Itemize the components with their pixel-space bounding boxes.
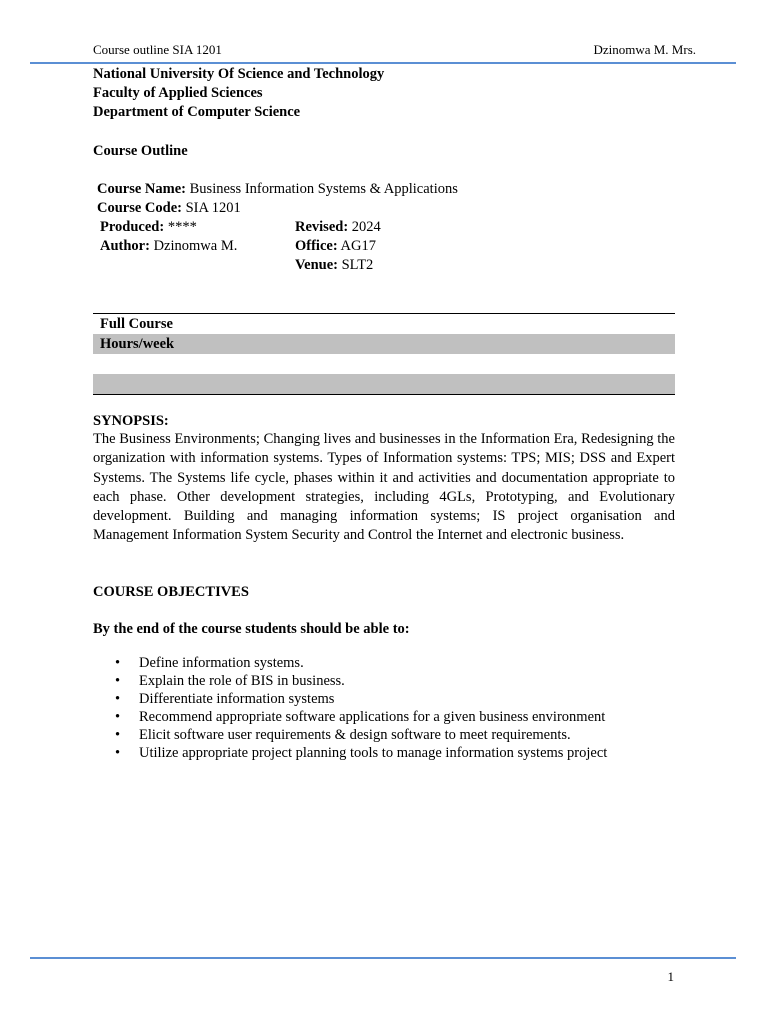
course-name-row xyxy=(97,180,458,199)
faculty-name: Faculty of Applied Sciences xyxy=(93,85,263,101)
table-row-hours-week: Hours/week xyxy=(93,334,675,354)
course-name-value: Business Information Systems & Applications xyxy=(189,181,458,197)
synopsis-text: The Business Environments; Changing lives and businesses in the Information Era, Redesigning the organization with information systems. Types of Information systems: TPS; MIS; DSS and Expert Systems. The Systems life cycle, phases within it and activities and documentation appropriate to each phase. Other development strategies, including 4GLs, Prototyping, and Evolutionary development. Building and managing information systems; IS project organisation and Management Information System Security and Control the Internet and electronic business. xyxy=(93,431,675,544)
venue-row xyxy=(295,256,373,275)
header-rule xyxy=(30,62,736,64)
list-item: • Differentiate information systems xyxy=(115,691,335,707)
list-item: • Explain the role of BIS in business. xyxy=(115,673,345,689)
table-blank-row xyxy=(93,374,675,395)
objectives-list xyxy=(93,654,693,762)
list-item: • Recommend appropriate software applications for a given business environment xyxy=(115,709,606,725)
course-name-label: Course Name: xyxy=(97,181,186,197)
bullet-icon: • xyxy=(115,745,121,761)
department-name: Department of Computer Science xyxy=(93,104,301,120)
objectives-intro: By the end of the course students should be able to: xyxy=(93,621,410,637)
venue-label: Venue: xyxy=(295,257,338,273)
course-code-row xyxy=(97,199,241,218)
venue-value: SLT2 xyxy=(341,257,374,273)
header-right: Dzinomwa M. Mrs. xyxy=(593,42,696,57)
list-item: • Utilize appropriate project planning tools to manage information systems project xyxy=(115,745,608,761)
revised-value: 2024 xyxy=(351,219,381,235)
table-row-full-course: Full Course xyxy=(100,316,173,332)
university-name: National University Of Science and Technology xyxy=(93,66,385,82)
header-left: Course outline SIA 1201 xyxy=(93,42,222,57)
bullet-icon: • xyxy=(115,673,121,689)
author-value: Dzinomwa M. xyxy=(153,238,238,254)
office-row xyxy=(295,237,376,256)
revised-row xyxy=(295,218,381,237)
list-item: • Define information systems. xyxy=(115,655,304,671)
author-row xyxy=(100,237,237,256)
bullet-icon: • xyxy=(115,727,121,743)
hours-table xyxy=(93,313,675,354)
table-blank-cell xyxy=(93,374,675,394)
produced-row xyxy=(100,218,197,237)
page-number: 1 xyxy=(667,969,674,984)
footer-rule xyxy=(30,957,736,959)
bullet-icon: • xyxy=(115,655,121,671)
course-code-label: Course Code: xyxy=(97,200,182,216)
author-label: Author: xyxy=(100,238,150,254)
produced-value: **** xyxy=(167,219,197,235)
office-value: AG17 xyxy=(340,238,376,254)
revised-label: Revised: xyxy=(295,219,349,235)
list-item: • Elicit software user requirements & design software to meet requirements. xyxy=(115,727,571,743)
bullet-icon: • xyxy=(115,709,121,725)
objectives-heading: COURSE OBJECTIVES xyxy=(93,584,249,600)
produced-label: Produced: xyxy=(100,219,165,235)
office-label: Office: xyxy=(295,238,338,254)
bullet-icon: • xyxy=(115,691,121,707)
synopsis-heading: SYNOPSIS: xyxy=(93,413,169,429)
course-code-value: SIA 1201 xyxy=(185,200,241,216)
section-title: Course Outline xyxy=(93,143,188,159)
